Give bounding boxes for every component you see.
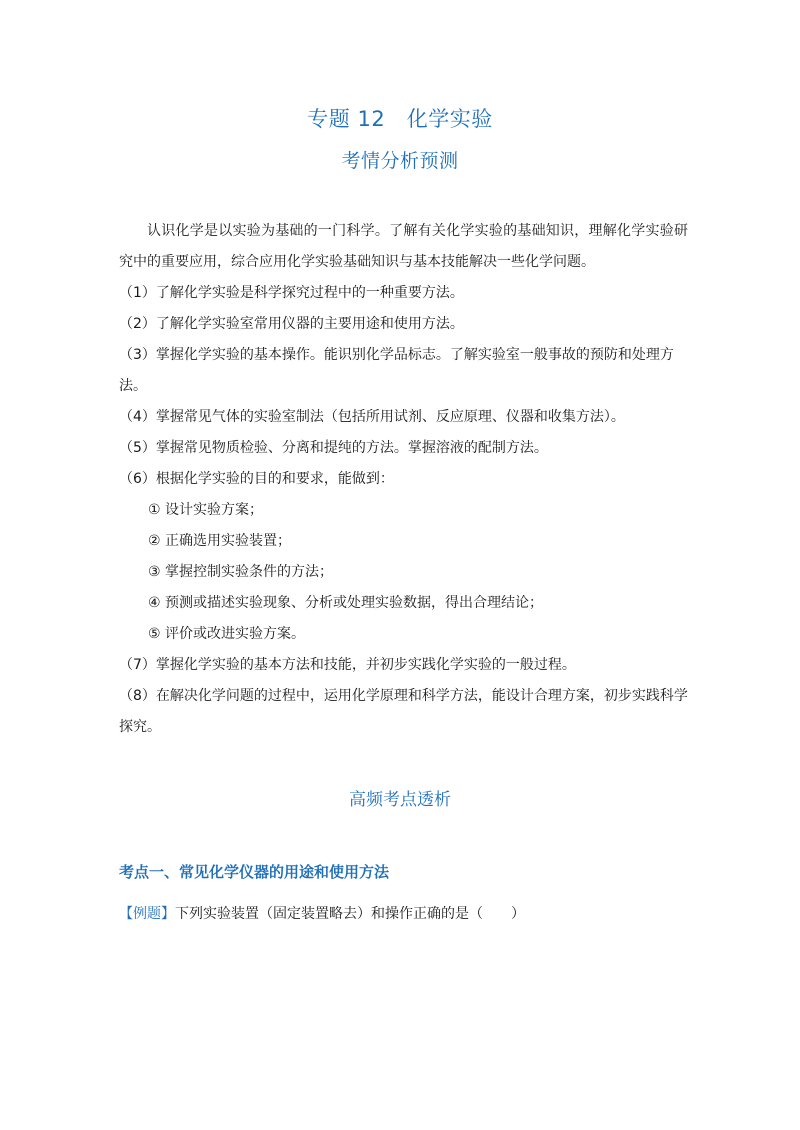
- example-text: 下列实验装置（固定装置略去）和操作正确的是（ ）: [175, 906, 525, 922]
- list-item: （4）掌握常见气体的实验室制法（包括所用试剂、反应原理、仪器和收集方法）。: [119, 409, 625, 425]
- list-item: （3）掌握化学实验的基本操作。能识别化学品标志。了解实验室一般事故的预防和处理方法。: [119, 347, 674, 394]
- list-item: （6）根据化学实验的目的和要求，能做到：: [119, 471, 394, 487]
- intro-paragraph: 认识化学是以实验为基础的一门科学。了解有关化学实验的基础知识，理解化学实验研究中的重要应用，综合应用化学实验基础知识与基本技能解决一些化学问题。: [119, 223, 688, 270]
- example-question: [119, 900, 525, 928]
- sub-list-item: ⑤ 评价或改进实验方案。: [148, 626, 306, 642]
- content-body: [119, 216, 688, 743]
- sub-list-item: ① 设计实验方案；: [148, 502, 264, 518]
- list-item: （8）在解决化学问题的过程中，运用化学原理和科学方法，能设计合理方案，初步实践科学探究。: [119, 688, 688, 735]
- list-item: （2）了解化学实验室常用仪器的主要用途和使用方法。: [119, 316, 464, 332]
- page-subtitle: 考情分析预测: [341, 150, 459, 172]
- list-item: （7）掌握化学实验的基本方法和技能，并初步实践化学实验的一般过程。: [119, 657, 576, 673]
- example-tag: 【例题】: [119, 906, 175, 922]
- sub-list-item: ④ 预测或描述实验现象、分析或处理实验数据，得出合理结论；: [148, 595, 543, 611]
- page-title: 专题 12 化学实验: [307, 107, 493, 131]
- sub-list-item: ② 正确选用实验装置；: [148, 533, 292, 549]
- section-heading: 高频考点透析: [349, 790, 451, 810]
- topic-heading: 考点一、常见化学仪器的用途和使用方法: [119, 863, 390, 881]
- sub-list-item: ③ 掌握控制实验条件的方法；: [148, 564, 334, 580]
- list-item: （5）掌握常见物质检验、分离和提纯的方法。掌握溶液的配制方法。: [119, 440, 548, 456]
- list-item: （1）了解化学实验是科学探究过程中的一种重要方法。: [119, 285, 464, 301]
